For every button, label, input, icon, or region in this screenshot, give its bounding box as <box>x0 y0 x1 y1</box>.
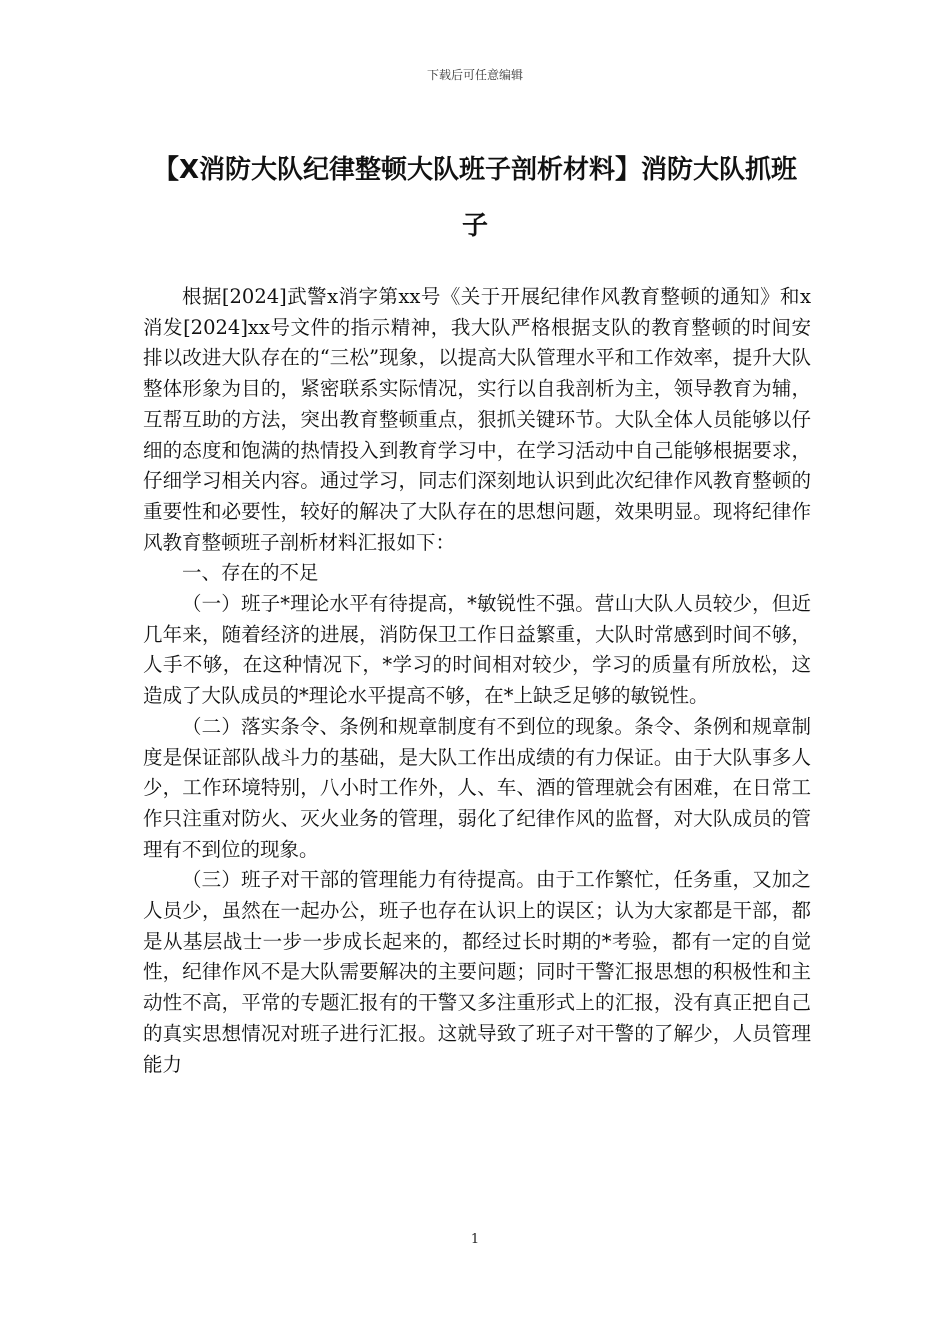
section-heading: 一、存在的不足 <box>182 561 319 585</box>
document-body <box>143 282 811 1080</box>
document-title: 【X消防大队纪律整顿大队班子剖析材料】消防大队抓班子 <box>152 155 798 241</box>
body-paragraph: （一）班子*理论水平有待提高，*敏锐性不强。营山大队人员较少，但近几年来，随着经济的进展，消防保卫工作日益繁重，大队时常感到时间不够，人手不够，在这种情况下，*学习的时间相对较少，学习的质量有所放松，这造成了大队成员的*理论水平提高不够，在*上缺乏足够的敏锐性。 <box>143 592 811 708</box>
page-number: 1 <box>470 1232 480 1247</box>
body-paragraph: （三）班子对干部的管理能力有待提高。由于工作繁忙，任务重，又加之人员少，虽然在一起办公，班子也存在认识上的误区；认为大家都是干部，都是从基层战士一步一步成长起来的，都经过长时期的*考验，都有一定的自觉性，纪律作风不是大队需要解决的主要问题；同时干警汇报思想的积极性和主动性不高，平常的专题汇报有的干警又多注重形式上的汇报，没有真正把自己的真实思想情况对班子进行汇报。这就导致了班子对干警的了解少，人员管理能力 <box>143 868 811 1076</box>
header-note: 下载后可任意编辑 <box>426 68 523 82</box>
intro-paragraph: 根据[2024]武警x消字第xx号《关于开展纪律作风教育整顿的通知》和x消发[2024]xx号文件的指示精神，我大队严格根据支队的教育整顿的时间安排以改进大队存在的“三松”现象，以提高大队管理水平和工作效率，提升大队整体形象为目的，紧密联系实际情况，实行以自我剖析为主，领导教育为辅，互帮互助的方法，突出教育整顿重点，狠抓关键环节。大队全体人员能够以仔细的态度和饱满的热情投入到教育学习中，在学习活动中自己能够根据要求，仔细学习相关内容。通过学习，同志们深刻地认识到此次纪律作风教育整顿的重要性和必要性，较好的解决了大队存在的思想问题，效果明显。现将纪律作风教育整顿班子剖析材料汇报如下： <box>143 285 811 554</box>
body-paragraph: （二）落实条令、条例和规章制度有不到位的现象。条令、条例和规章制度是保证部队战斗力的基础，是大队工作出成绩的有力保证。由于大队事多人少，工作环境特别，八小时工作外，人、车、酒的管理就会有困难，在日常工作只注重对防火、灭火业务的管理，弱化了纪律作风的监督，对大队成员的管理有不到位的现象。 <box>143 714 811 861</box>
